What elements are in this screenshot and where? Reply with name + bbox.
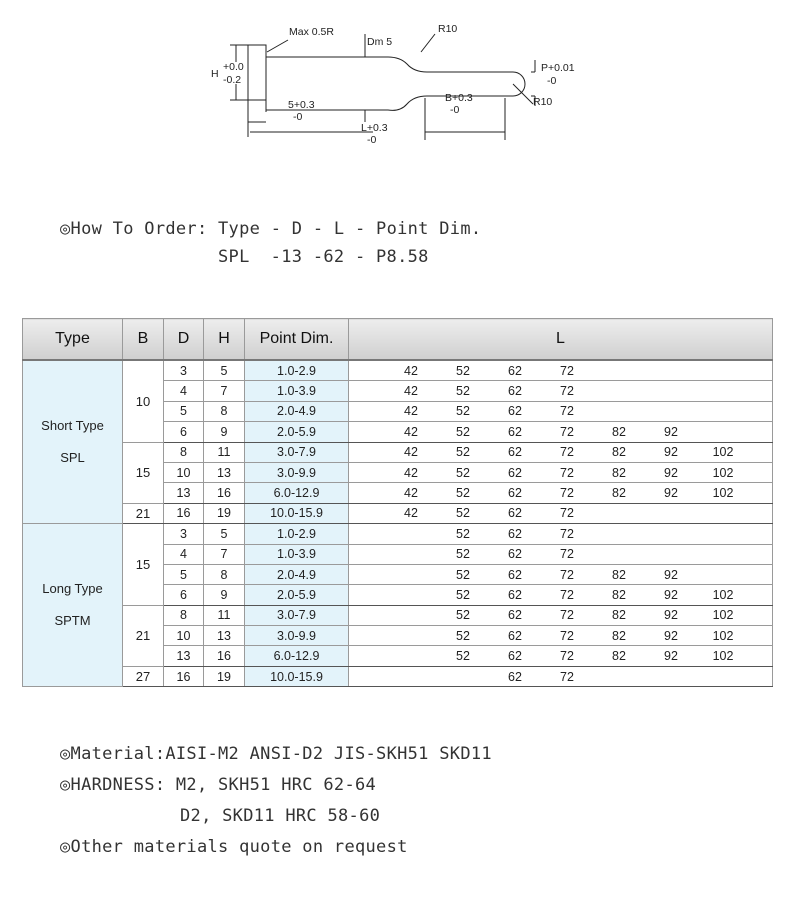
l-values-cell xyxy=(349,422,773,442)
l-value: 52 xyxy=(456,526,470,541)
b-cell: 15 xyxy=(123,524,164,606)
hardness-line-1: ◎HARDNESS: M2, SKH51 HRC 62-64 xyxy=(60,774,377,795)
d-cell: 5 xyxy=(164,564,204,584)
h-cell: 7 xyxy=(204,544,245,564)
d-cell: 3 xyxy=(164,524,204,544)
l-value: 62 xyxy=(508,465,522,480)
l-value: 72 xyxy=(560,628,574,643)
material-line: ◎Material:AISI-M2 ANSI-D2 JIS-SKH51 SKD11 xyxy=(60,743,492,764)
point-dim-cell: 1.0-3.9 xyxy=(245,544,349,564)
order-format: ◎How To Order: Type - D - L - Point Dim. xyxy=(60,219,482,239)
l-value: 42 xyxy=(404,384,418,399)
b-cell: 27 xyxy=(123,666,164,686)
l-value: 92 xyxy=(664,649,678,664)
table-row xyxy=(23,605,773,625)
header-d: D xyxy=(164,319,204,361)
header-h: H xyxy=(204,319,245,361)
l-value: 62 xyxy=(508,669,522,684)
type-cell xyxy=(23,524,123,687)
l-value: 72 xyxy=(560,669,574,684)
l-value: 62 xyxy=(508,424,522,439)
h-label: H xyxy=(211,68,219,80)
h-cell: 8 xyxy=(204,401,245,421)
l-value: 72 xyxy=(560,424,574,439)
l-values-cell xyxy=(349,524,773,544)
l-value: 52 xyxy=(456,649,470,664)
d-cell: 13 xyxy=(164,646,204,666)
point-dim-cell: 2.0-4.9 xyxy=(245,401,349,421)
header-l: L xyxy=(349,319,773,361)
l-values-cell xyxy=(349,666,773,686)
l-value: 62 xyxy=(508,363,522,378)
l-value: 82 xyxy=(612,608,626,623)
l-value: 102 xyxy=(712,445,734,460)
l-value: 72 xyxy=(560,404,574,419)
l-value: 52 xyxy=(456,363,470,378)
h-cell: 13 xyxy=(204,626,245,646)
l-value: 72 xyxy=(560,547,574,562)
type-code: SPTM xyxy=(54,613,91,629)
p-tol-minus: -0 xyxy=(547,75,557,87)
point-dim-cell: 2.0-5.9 xyxy=(245,585,349,605)
material-notes xyxy=(60,738,492,862)
p-tol-plus: P+0.01 xyxy=(541,62,575,74)
l-value: 72 xyxy=(560,465,574,480)
l-value: 62 xyxy=(508,404,522,419)
d-cell: 8 xyxy=(164,605,204,625)
l-value: 52 xyxy=(456,424,470,439)
l-value: 92 xyxy=(664,587,678,602)
l-value: 72 xyxy=(560,384,574,399)
l-value: 82 xyxy=(612,445,626,460)
d-cell: 10 xyxy=(164,626,204,646)
l-values-cell xyxy=(349,544,773,564)
b-cell: 10 xyxy=(123,360,164,442)
table-row xyxy=(23,666,773,686)
l-value: 92 xyxy=(664,465,678,480)
l-value: 92 xyxy=(664,608,678,623)
l-value: 102 xyxy=(712,649,734,664)
l-value: 42 xyxy=(404,506,418,521)
order-example: SPL -13 -62 - P8.58 xyxy=(218,247,429,267)
header-b: B xyxy=(123,319,164,361)
point-dim-cell: 10.0-15.9 xyxy=(245,503,349,523)
l-value: 92 xyxy=(664,628,678,643)
h-cell: 8 xyxy=(204,564,245,584)
l-value: 52 xyxy=(456,465,470,480)
l-value: 62 xyxy=(508,587,522,602)
d-cell: 4 xyxy=(164,381,204,401)
l-value: 82 xyxy=(612,567,626,582)
b-cell: 21 xyxy=(123,503,164,523)
header-type: Type xyxy=(23,319,123,361)
d-cell: 13 xyxy=(164,483,204,503)
l-value: 92 xyxy=(664,486,678,501)
l-value: 62 xyxy=(508,384,522,399)
d-cell: 6 xyxy=(164,585,204,605)
l-value: 82 xyxy=(612,486,626,501)
l-value: 52 xyxy=(456,445,470,460)
type-cell xyxy=(23,360,123,524)
header-point-dim: Point Dim. xyxy=(245,319,349,361)
h-cell: 5 xyxy=(204,524,245,544)
hardness-line-2: D2, SKD11 HRC 58-60 xyxy=(180,805,381,826)
point-dim-cell: 2.0-4.9 xyxy=(245,564,349,584)
b-plus: B+0.3 xyxy=(445,92,473,104)
l-values-cell xyxy=(349,381,773,401)
punch-head xyxy=(248,45,266,100)
h-cell: 5 xyxy=(204,360,245,381)
max-radius-label: Max 0.5R xyxy=(289,26,334,38)
l-value: 62 xyxy=(508,526,522,541)
point-dim-cell: 10.0-15.9 xyxy=(245,666,349,686)
l-values-cell xyxy=(349,401,773,421)
l-value: 62 xyxy=(508,649,522,664)
l-value: 42 xyxy=(404,363,418,378)
dm-label: Dm 5 xyxy=(367,36,393,48)
l-values-cell xyxy=(349,442,773,462)
table-row xyxy=(23,360,773,381)
r10-bottom-label: R10 xyxy=(533,96,553,108)
l-value: 52 xyxy=(456,587,470,602)
r10-top-label: R10 xyxy=(438,23,458,35)
l-value: 62 xyxy=(508,628,522,643)
d-cell: 8 xyxy=(164,442,204,462)
l-value: 72 xyxy=(560,649,574,664)
l-values-cell xyxy=(349,585,773,605)
l-value: 72 xyxy=(560,526,574,541)
l-value: 72 xyxy=(560,486,574,501)
h-cell: 7 xyxy=(204,381,245,401)
l-value: 62 xyxy=(508,547,522,562)
l-value: 92 xyxy=(664,424,678,439)
h-tol-plus: +0.0 xyxy=(223,61,244,73)
punch-drawing xyxy=(195,12,615,152)
l-values-cell xyxy=(349,503,773,523)
l-value: 62 xyxy=(508,567,522,582)
l-value: 52 xyxy=(456,384,470,399)
l-plus: L+0.3 xyxy=(361,122,388,134)
head-len-plus: 5+0.3 xyxy=(288,99,315,111)
d-cell: 4 xyxy=(164,544,204,564)
h-cell: 9 xyxy=(204,585,245,605)
l-value: 82 xyxy=(612,649,626,664)
l-values-cell xyxy=(349,646,773,666)
point-dim-cell: 6.0-12.9 xyxy=(245,646,349,666)
other-materials-line: ◎Other materials quote on request xyxy=(60,836,408,857)
l-value: 42 xyxy=(404,445,418,460)
l-value: 72 xyxy=(560,587,574,602)
type-code: SPL xyxy=(60,450,85,466)
l-value: 42 xyxy=(404,424,418,439)
l-value: 72 xyxy=(560,608,574,623)
head-len-minus: -0 xyxy=(293,111,303,123)
l-value: 72 xyxy=(560,567,574,582)
l-value: 102 xyxy=(712,486,734,501)
h-cell: 16 xyxy=(204,646,245,666)
l-value: 62 xyxy=(508,486,522,501)
point-dim-cell: 6.0-12.9 xyxy=(245,483,349,503)
b-cell: 15 xyxy=(123,442,164,503)
point-dim-cell: 1.0-2.9 xyxy=(245,524,349,544)
point-dim-cell: 3.0-9.9 xyxy=(245,626,349,646)
l-value: 42 xyxy=(404,404,418,419)
l-value: 102 xyxy=(712,465,734,480)
point-dim-cell: 2.0-5.9 xyxy=(245,422,349,442)
h-cell: 9 xyxy=(204,422,245,442)
how-to-order xyxy=(60,215,481,271)
l-value: 52 xyxy=(456,567,470,582)
l-value: 82 xyxy=(612,424,626,439)
l-values-cell xyxy=(349,483,773,503)
h-cell: 11 xyxy=(204,605,245,625)
d-cell: 16 xyxy=(164,503,204,523)
l-value: 42 xyxy=(404,486,418,501)
h-tol-minus: -0.2 xyxy=(223,74,242,86)
b-cell: 21 xyxy=(123,605,164,666)
l-value: 52 xyxy=(456,486,470,501)
d-cell: 3 xyxy=(164,360,204,381)
point-dim-cell: 3.0-7.9 xyxy=(245,442,349,462)
l-value: 62 xyxy=(508,608,522,623)
l-value: 52 xyxy=(456,404,470,419)
point-dim-cell: 1.0-2.9 xyxy=(245,360,349,381)
table-row xyxy=(23,503,773,523)
d-cell: 5 xyxy=(164,401,204,421)
d-cell: 16 xyxy=(164,666,204,686)
point-dim-cell: 3.0-9.9 xyxy=(245,462,349,482)
l-value: 102 xyxy=(712,628,734,643)
b-minus: -0 xyxy=(450,104,460,116)
point-dim-cell: 1.0-3.9 xyxy=(245,381,349,401)
point-dim-cell: 3.0-7.9 xyxy=(245,605,349,625)
l-value: 52 xyxy=(456,547,470,562)
h-cell: 19 xyxy=(204,503,245,523)
l-value: 82 xyxy=(612,628,626,643)
l-value: 62 xyxy=(508,506,522,521)
spec-table xyxy=(22,318,773,687)
l-value: 92 xyxy=(664,567,678,582)
l-minus: -0 xyxy=(367,134,377,146)
h-cell: 16 xyxy=(204,483,245,503)
l-values-cell xyxy=(349,605,773,625)
type-name: Short Type xyxy=(41,418,104,434)
type-name: Long Type xyxy=(42,581,103,597)
l-value: 72 xyxy=(560,506,574,521)
l-value: 82 xyxy=(612,587,626,602)
l-value: 72 xyxy=(560,445,574,460)
l-value: 102 xyxy=(712,608,734,623)
l-values-cell xyxy=(349,564,773,584)
l-value: 52 xyxy=(456,506,470,521)
d-cell: 10 xyxy=(164,462,204,482)
l-value: 102 xyxy=(712,587,734,602)
table-row xyxy=(23,524,773,544)
l-value: 52 xyxy=(456,608,470,623)
l-value: 92 xyxy=(664,445,678,460)
l-value: 62 xyxy=(508,445,522,460)
table-header xyxy=(23,319,773,361)
l-values-cell xyxy=(349,462,773,482)
table-row xyxy=(23,442,773,462)
l-values-cell xyxy=(349,360,773,381)
l-value: 72 xyxy=(560,363,574,378)
d-cell: 6 xyxy=(164,422,204,442)
l-value: 42 xyxy=(404,465,418,480)
l-value: 52 xyxy=(456,628,470,643)
h-cell: 11 xyxy=(204,442,245,462)
h-cell: 13 xyxy=(204,462,245,482)
l-value: 82 xyxy=(612,465,626,480)
l-values-cell xyxy=(349,626,773,646)
h-cell: 19 xyxy=(204,666,245,686)
